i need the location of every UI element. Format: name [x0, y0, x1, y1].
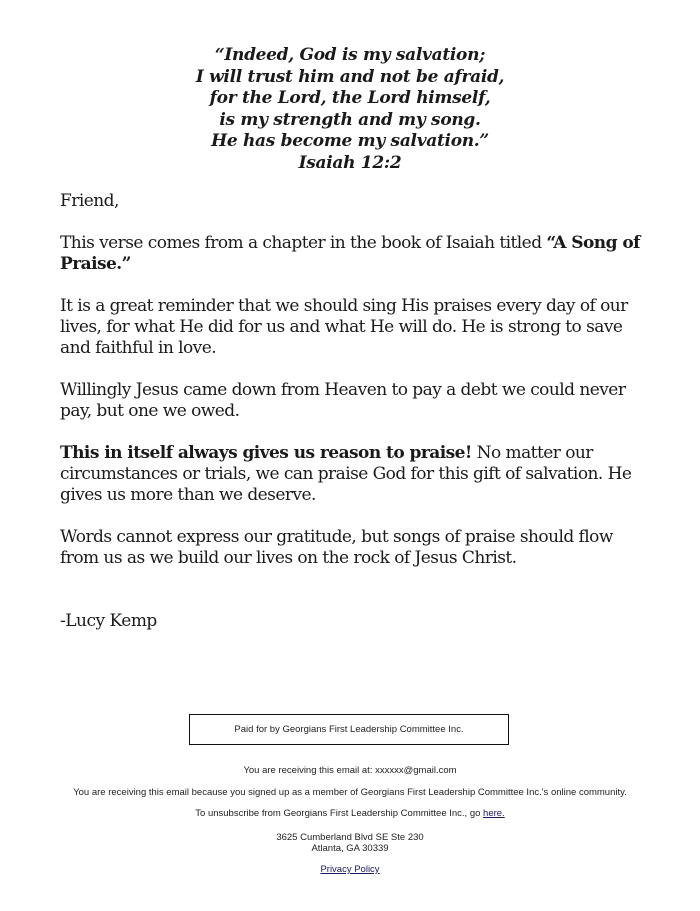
address-line-1: 3625 Cumberland Blvd SE Ste 230: [276, 832, 424, 843]
paragraph-3: Willingly Jesus came down from Heaven to pay a debt we could never pay, but one we owed.: [60, 380, 626, 421]
praise-statement-bold: This in itself always gives us reason to praise!: [60, 443, 472, 463]
address-line-2: Atlanta, GA 30339: [311, 843, 389, 854]
privacy-policy-link[interactable]: Privacy Policy: [320, 864, 380, 875]
signature: -Lucy Kemp: [60, 611, 157, 631]
verse-line: for the Lord, the Lord himself,: [209, 88, 491, 108]
bible-verse: [0, 45, 700, 174]
unsubscribe-text: To unsubscribe from Georgians First Leadership Committee Inc., go: [195, 808, 484, 819]
unsubscribe-notice: [0, 808, 700, 820]
paragraph-1: [60, 233, 650, 275]
mailing-address: [0, 832, 700, 854]
paragraph-5: Words cannot express our gratitude, but songs of praise should flow from us as we build our lives on the rock of Jesus Christ.: [60, 527, 613, 568]
song-title-bold: “A Song of Praise.”: [60, 233, 640, 274]
paragraph-4-text: No matter our circumstances or trials, we can praise God for this gift of salvation. He gives us more than we deserve.: [60, 443, 632, 505]
paragraph-2: It is a great reminder that we should sing His praises every day of our lives, for what He did for us and what He will do. He is strong to save and faithful in love.: [60, 296, 628, 358]
receiving-email-notice: You are receiving this email at: xxxxxx@gmail.com: [243, 765, 457, 776]
verse-reference: Isaiah 12:2: [298, 152, 402, 173]
verse-line: is my strength and my song.: [219, 109, 481, 130]
unsubscribe-link[interactable]: here.: [483, 808, 505, 819]
verse-line: He has become my salvation.”: [211, 131, 489, 151]
signup-reason-notice: You are receiving this email because you signed up as a member of Georgians First Leadership Committee Inc.'s online community.: [73, 787, 627, 798]
paragraph-4: [60, 443, 650, 506]
paid-for-disclaimer: Paid for by Georgians First Leadership Committee Inc.: [189, 714, 509, 745]
verse-line: “Indeed, God is my salvation;: [214, 45, 486, 65]
letter-body: [60, 191, 650, 590]
privacy-policy-row: [0, 864, 700, 876]
verse-line: I will trust him and not be afraid,: [195, 66, 505, 87]
paragraph-1-text: This verse comes from a chapter in the book of Isaiah titled: [60, 233, 547, 253]
greeting: Friend,: [60, 191, 119, 211]
